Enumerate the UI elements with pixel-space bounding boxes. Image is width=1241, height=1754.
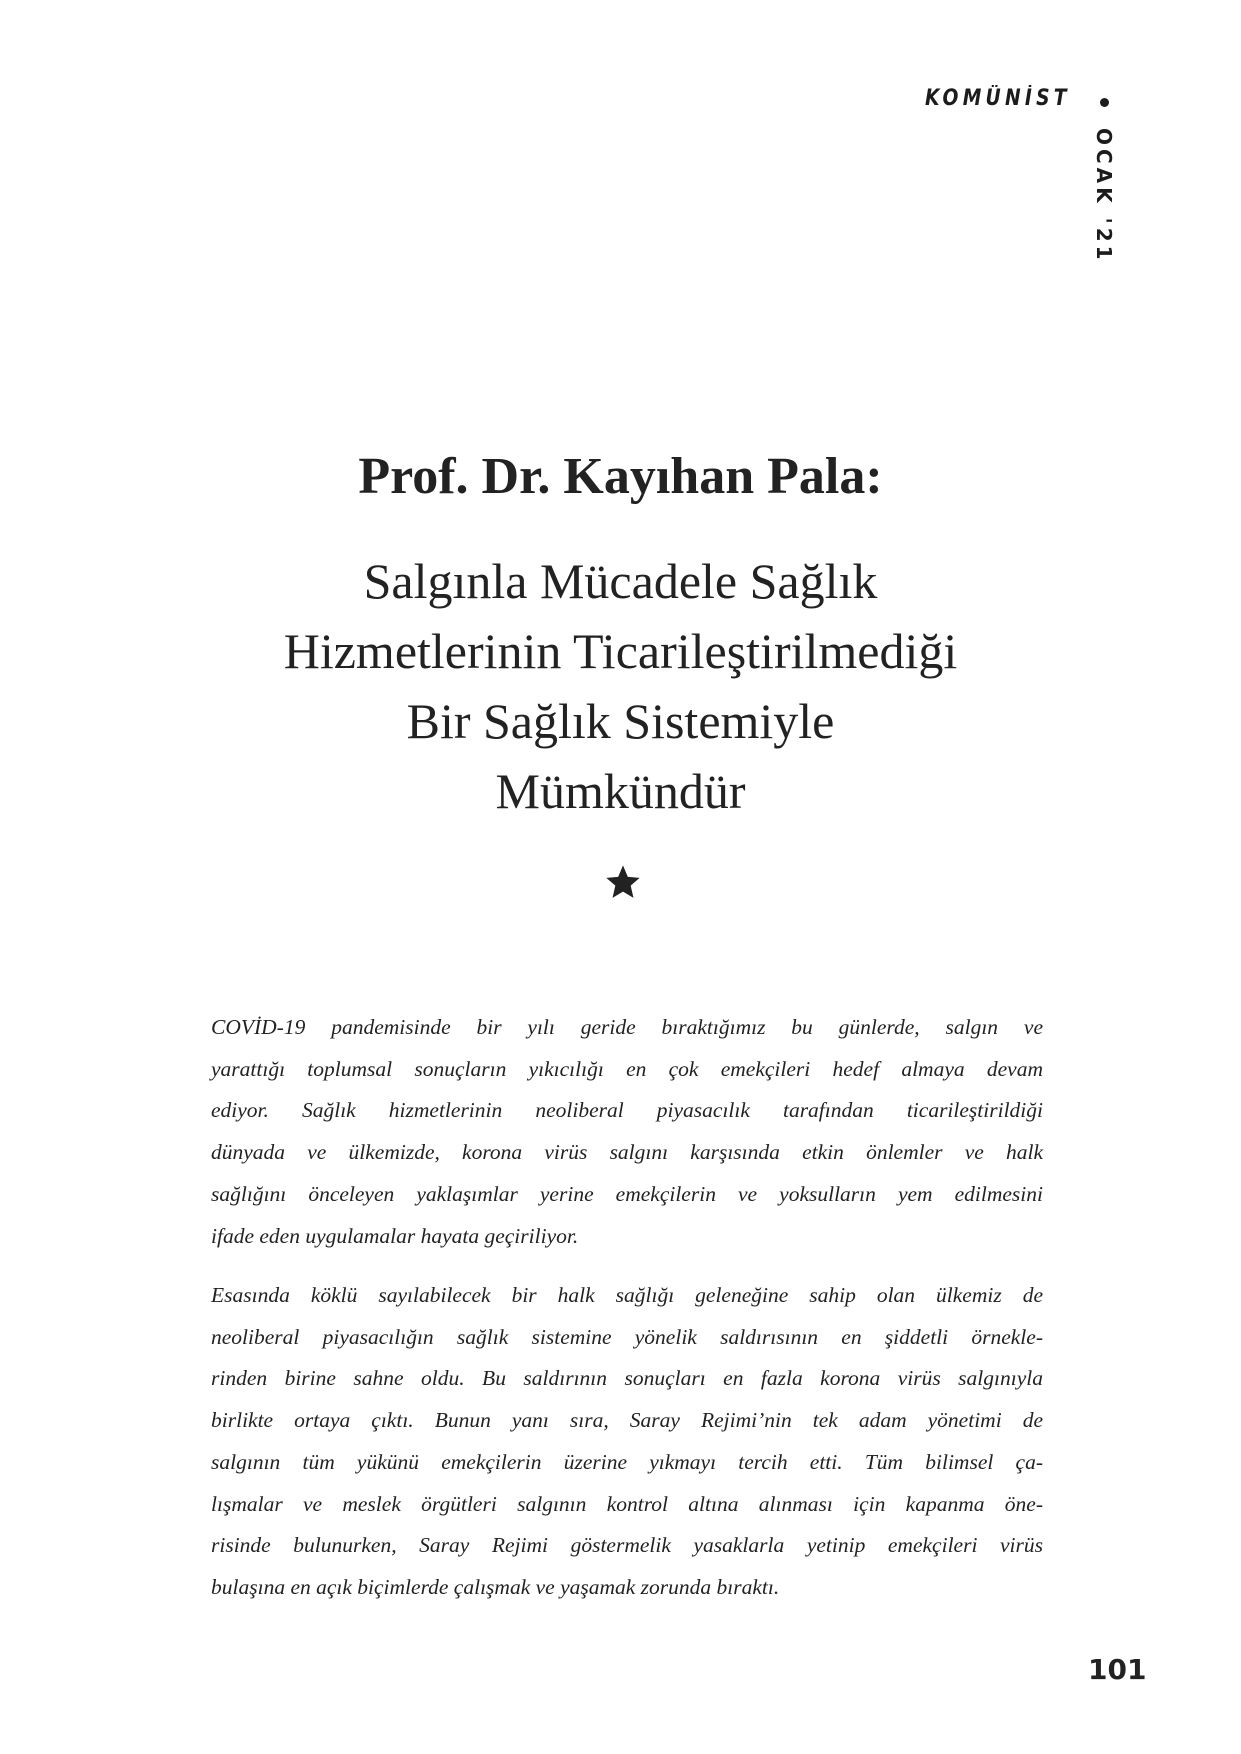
separator-dot	[1100, 98, 1109, 107]
paragraph-line: COVİD-19 pandemisinde bir yılı geride bıraktığımız bu günlerde, salgın ve	[211, 1015, 1043, 1039]
article-author-title: Prof. Dr. Kayıhan Pala:	[358, 448, 883, 505]
subtitle-line: Salgınla Mücadele Sağlık	[363, 553, 878, 609]
paragraph-line: neoliberal piyasacılığın sağlık sistemine yönelik saldırısının en şiddetli örnekle-	[211, 1324, 1043, 1349]
paragraph-line: risinde bulunurken, Saray Rejimi göstermelik yasaklarla yetinip emekçileri virüs	[211, 1533, 1043, 1558]
subtitle-line: Bir Sağlık Sistemiyle	[406, 693, 835, 749]
paragraph-line: bulaşına en açık biçimlerde çalışmak ve yaşamak zorunda bıraktı.	[211, 1574, 780, 1599]
paragraph-line: sağlığını önceleyen yaklaşımlar yerine emekçilerin ve yoksulların yem edilmesini	[211, 1181, 1043, 1206]
article-subtitle	[0, 546, 1241, 826]
paragraph-line: ifade eden uygulamalar hayata geçiriliyor.	[211, 1223, 579, 1248]
paragraph-line: birlikte ortaya çıktı. Bunun yanı sıra, Saray Rejimi’nin tek adam yönetimi de	[211, 1408, 1043, 1433]
paragraph-line: lışmalar ve meslek örgütleri salgının kontrol altına alınması için kapanma öne-	[211, 1491, 1043, 1516]
intro-paragraph-1	[211, 1007, 1043, 1257]
paragraph-line: salgının tüm yükünü emekçilerin üzerine yıkmayı tercih etti. Tüm bilimsel ça-	[211, 1449, 1043, 1474]
intro-paragraph-2	[211, 1275, 1043, 1609]
paragraph-line: dünyada ve ülkemizde, korona virüs salgını karşısında etkin önlemler ve halk	[211, 1140, 1043, 1165]
star-icon	[603, 862, 643, 902]
paragraph-line: ediyor. Sağlık hizmetlerinin neoliberal piyasacılık tarafından ticarileştirildiği	[211, 1098, 1043, 1123]
magazine-name: KOMÜNİST	[925, 86, 1071, 111]
page-number: 101	[1088, 1653, 1147, 1686]
paragraph-line: yarattığı toplumsal sonuçların yıkıcılığı en çok emekçileri hedef almaya devam	[211, 1056, 1043, 1081]
paragraph-line: Esasında köklü sayılabilecek bir halk sağlığı geleneğine sahip olan ülkemiz de	[211, 1283, 1043, 1307]
issue-date: OCAK '21	[1092, 128, 1116, 264]
subtitle-line: Hizmetlerinin Ticarileştirilmediği	[283, 623, 958, 679]
subtitle-line: Mümkündür	[495, 763, 746, 819]
paragraph-line: rinden birine sahne oldu. Bu saldırının sonuçları en fazla korona virüs salgınıyla	[211, 1366, 1043, 1391]
